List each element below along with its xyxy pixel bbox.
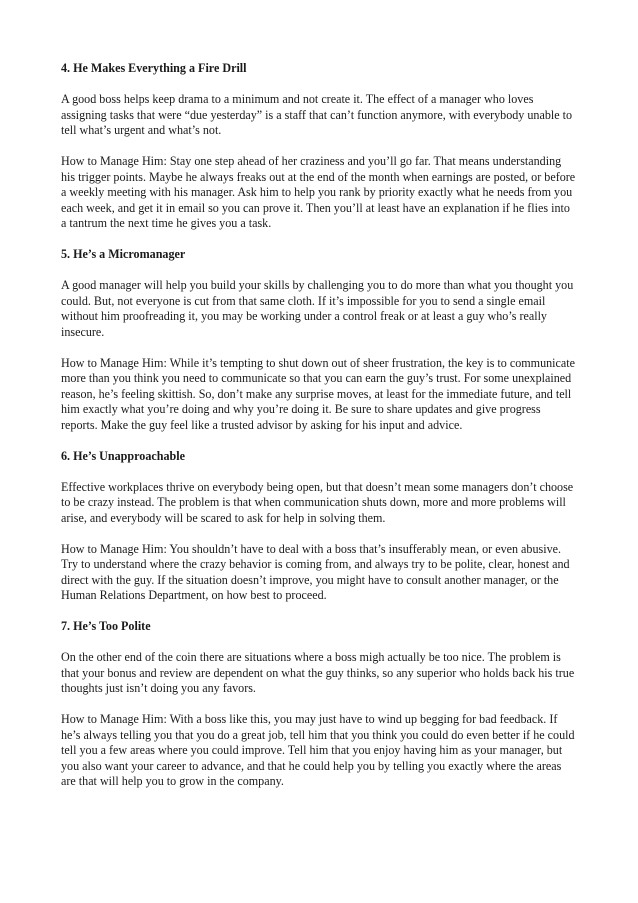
section-heading: 7. He’s Too Polite bbox=[61, 619, 151, 633]
section-too-polite bbox=[61, 619, 578, 790]
section-paragraph: How to Manage Him: You shouldn’t have to deal with a boss that’s insufferably mean, or even abusive. Try to understand where the crazy behavior is coming from, and always try to be polite, clear, honest and direct with the guy. If the situation doesn’t improve, you might have to consult another manager, or the Human Relations Department, on how best to proceed. bbox=[61, 541, 570, 602]
section-micromanager bbox=[61, 247, 578, 433]
section-paragraph: How to Manage Him: Stay one step ahead of her craziness and you’ll go far. That means understanding his trigger points. Maybe he always freaks out at the end of the month when earnings are posted, or before a weekly meeting with his manager. Ask him to help you rank by priority exactly what he needs from you each week, and get it in email so you can prove it. Then you’ll at least have an explanation if he flies into a tantrum the next time he gives you a task. bbox=[61, 154, 576, 230]
section-heading: 4. He Makes Everything a Fire Drill bbox=[61, 61, 247, 75]
section-unapproachable bbox=[61, 449, 578, 604]
document-page bbox=[61, 61, 578, 805]
section-paragraph: A good boss helps keep drama to a minimum and not create it. The effect of a manager who loves assigning tasks that were “due yesterday” is a staff that can’t function anymore, with everybody unable to tell what’s urgent and what’s not. bbox=[61, 92, 573, 137]
section-paragraph: How to Manage Him: While it’s tempting to shut down out of sheer frustration, the key is to communicate more than you think you need to communicate so that you can earn the guy’s trust. For some unexplained reason, he’s feeling skittish. So, don’t make any surprise moves, at least for the immediate future, and tell him exactly what you’re doing and why you’re doing it. Be sure to share updates and give progress reports. Make the guy feel like a trusted advisor by asking for his input and advice. bbox=[61, 355, 576, 432]
section-heading: 5. He’s a Micromanager bbox=[61, 247, 186, 261]
section-heading: 6. He’s Unapproachable bbox=[61, 448, 185, 463]
section-paragraph: How to Manage Him: With a boss like this, you may just have to wind up begging for bad feedback. If he’s always telling you that you do a great job, tell him that you think you could do even better if he could tell you a few areas where you could improve. Tell him that you enjoy having him as your manager, but you also want your career to advance, and that he could help you by telling you exactly where the areas are that will help you to grow in the company. bbox=[61, 712, 575, 788]
section-paragraph: On the other end of the coin there are situations where a boss migh actually be too nice. The problem is that your bonus and review are dependent on what the guy thinks, so any superior who holds back his true thoughts just isn’t doing you any favors. bbox=[61, 650, 575, 695]
section-paragraph: A good manager will help you build your skills by challenging you to do more than what you thought you could. But, not everyone is cut from that same cloth. If it’s impossible for you to send a single email without him proofreading it, you may be working under a control freak or at least a guy who’s really insecure. bbox=[61, 278, 574, 339]
section-paragraph: Effective workplaces thrive on everybody being open, but that doesn’t mean some managers don’t choose to be crazy instead. The problem is that when communication shuts down, more and more problems will arise, and everybody will be scared to ask for help in solving them. bbox=[61, 479, 574, 525]
section-fire-drill bbox=[61, 61, 578, 232]
